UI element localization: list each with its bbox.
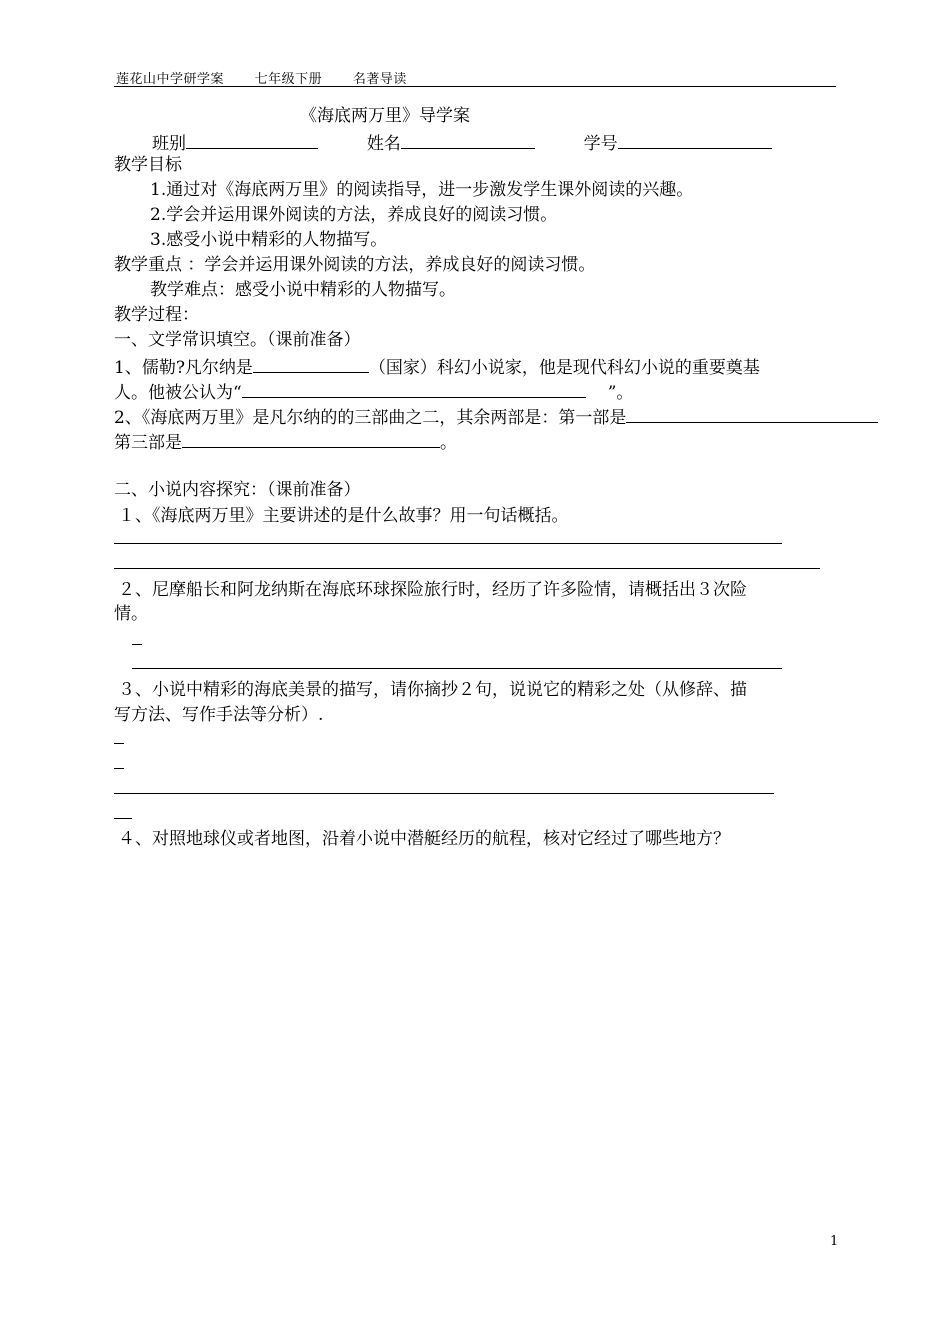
info-line — [152, 131, 772, 154]
goal-item-1: 1.通过对《海底两万里》的阅读指导，进一步激发学生课外阅读的兴趣。 — [150, 180, 694, 200]
header-subject: 名著导读 — [352, 72, 407, 87]
section1-heading: 一、文学常识填空。（课前准备） — [114, 330, 361, 350]
section2-q2-line1: ２、尼摩船长和阿龙纳斯在海底环球探险旅行时，经历了许多险情，请概括出３次险 — [118, 580, 747, 600]
third-part-blank[interactable] — [182, 430, 440, 448]
answer-line[interactable] — [114, 543, 782, 544]
number-blank[interactable] — [618, 131, 772, 149]
document-title: 《海底两万里》导学案 — [300, 106, 470, 126]
section2-q1: １、《海底两万里》主要讲述的是什么故事？用一句话概括。 — [118, 506, 569, 526]
first-part-blank[interactable] — [626, 405, 878, 423]
section2-q3-line1: ３、小说中精彩的海底美景的描写，请你摘抄２句，说说它的精彩之处（从修辞、描 — [118, 680, 747, 700]
answer-dash — [114, 768, 124, 769]
header-rule — [114, 86, 836, 87]
section2-q3-line2: 写方法、写作手法等分析）. — [114, 705, 324, 725]
page-number: 1 — [830, 1234, 839, 1249]
section1-q1-line2: 人。他被公认为“ ”。 — [114, 380, 633, 403]
section1-q2-line2: 第三部是 。 — [114, 430, 457, 453]
title-blank[interactable] — [242, 380, 586, 398]
country-blank[interactable] — [253, 355, 369, 373]
header-grade: 七年级下册 — [254, 72, 323, 87]
difficulty: 教学难点：感受小说中精彩的人物描写。 — [150, 280, 456, 300]
key-point: 教学重点 ：学会并运用课外阅读的方法，养成良好的阅读习惯。 — [114, 255, 596, 275]
section2-heading: 二、小说内容探究：（课前准备） — [114, 480, 361, 500]
answer-dash — [114, 818, 132, 819]
section2-q4: ４、对照地球仪或者地图，沿着小说中潜艇经历的航程，核对它经过了哪些地方？ — [118, 829, 730, 849]
number-label: 学号 — [583, 134, 618, 154]
process-heading: 教学过程： — [114, 305, 199, 325]
header-school: 莲花山中学研学案 — [116, 72, 225, 87]
section2-q2-line2: 情。 — [114, 604, 148, 624]
section1-q1-line1: 1、儒勒?凡尔纳是 （国家）科幻小说家，他是现代科幻小说的重要奠基 — [114, 355, 760, 378]
answer-line[interactable] — [114, 568, 820, 569]
class-label: 班别 — [152, 134, 186, 154]
goal-item-3: 3.感受小说中精彩的人物描写。 — [150, 230, 388, 250]
goals-heading: 教学目标 — [114, 155, 182, 175]
name-blank[interactable] — [401, 131, 535, 149]
page-header — [116, 68, 433, 87]
name-label: 姓名 — [366, 134, 401, 154]
class-blank[interactable] — [186, 131, 318, 149]
goal-item-2: 2.学会并运用课外阅读的方法，养成良好的阅读习惯。 — [150, 205, 558, 225]
answer-line[interactable] — [132, 668, 782, 669]
answer-dash — [132, 644, 142, 645]
answer-line[interactable] — [114, 793, 774, 794]
answer-dash — [114, 743, 124, 744]
section1-q2-line1: 2、《海底两万里》是凡尔纳的的三部曲之二，其余两部是：第一部是 — [114, 405, 878, 428]
